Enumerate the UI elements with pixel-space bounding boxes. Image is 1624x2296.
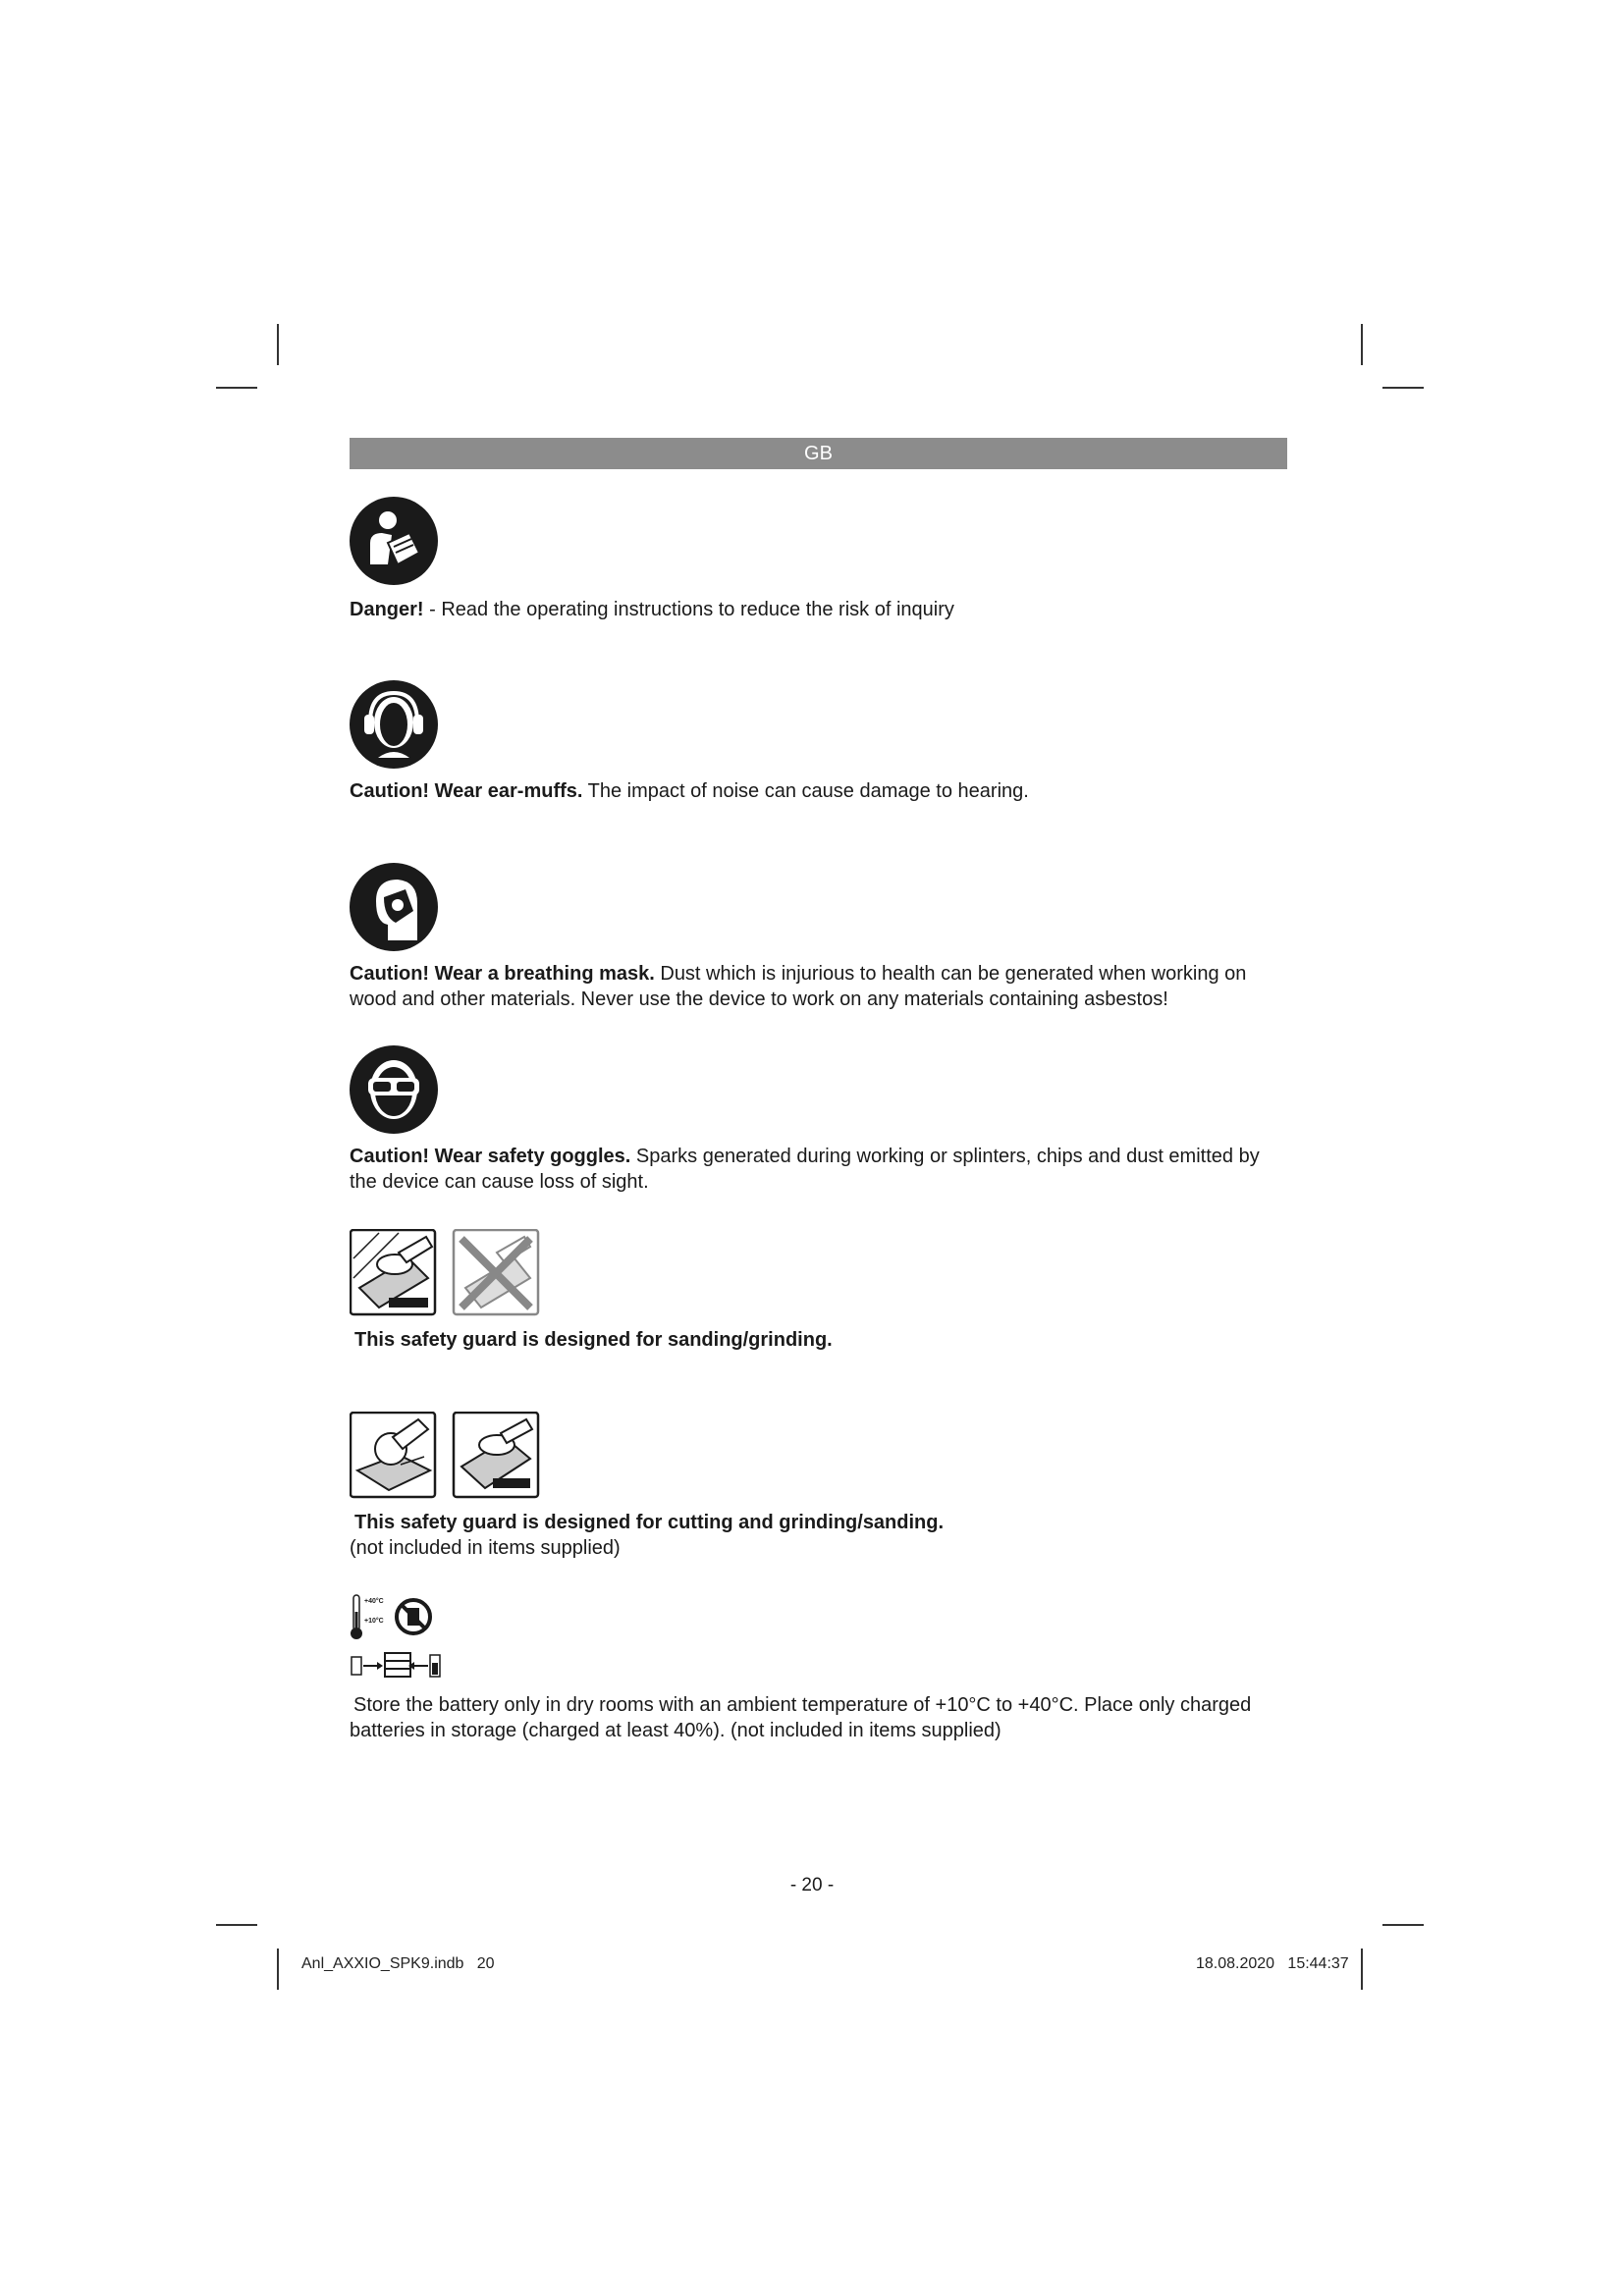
battery-storage-icon [350, 1594, 458, 1684]
crop-mark [1361, 1949, 1363, 1990]
crop-mark [1382, 387, 1424, 389]
temp-low-label: +10°C [364, 1618, 384, 1625]
section-grinding-guard: This safety guard is designed for sanding/grinding. [354, 1329, 833, 1351]
language-label: GB [804, 443, 833, 464]
read-manual-icon [349, 496, 439, 586]
no-wet-icon [395, 1598, 432, 1635]
footer-file-name: Anl_AXXIO_SPK9.indb 20 [301, 1955, 495, 1972]
crop-mark [216, 387, 257, 389]
language-header-bar [350, 438, 1287, 469]
section-safety-goggles: Caution! Wear safety goggles. Sparks generated during working or splinters, chips and dust emitted by the device can cause loss of sight. [350, 1146, 1260, 1193]
thermometer-icon [350, 1594, 363, 1641]
section-read-manual: Danger! - Read the operating instructions to reduce the risk of inquiry [350, 599, 954, 620]
battery-charge-icon [350, 1649, 444, 1681]
breathing-mask-icon [349, 862, 439, 952]
section-ear-muffs: Caution! Wear ear-muffs. The impact of noise can cause damage to hearing. [350, 780, 1029, 802]
safety-goggles-icon [349, 1044, 439, 1135]
temp-high-label: +40°C [364, 1598, 384, 1605]
crop-mark [1382, 1924, 1424, 1926]
ear-muffs-icon [349, 679, 439, 770]
section-battery-storage: Store the battery only in dry rooms with an ambient temperature of +10°C to +40°C. Place only charged batteries in storage (charged at least 40%). (not included in items supplied) [350, 1694, 1252, 1741]
crop-mark [1361, 324, 1363, 365]
cutting-guard-icon [350, 1412, 542, 1500]
grinding-guard-icon [350, 1229, 542, 1317]
crop-mark [216, 1924, 257, 1926]
section-breathing-mask: Caution! Wear a breathing mask. Dust which is injurious to health can be generated when working on wood and other materials. Never use the device to work on any materials containing asbestos! [350, 963, 1247, 1010]
footer-timestamp: 18.08.2020 15:44:37 [1196, 1955, 1349, 1972]
crop-mark [277, 324, 279, 365]
section-cutting-guard: This safety guard is designed for cutting and grinding/sanding. (not included in items supplied) [350, 1512, 945, 1559]
page-number: - 20 - [789, 1875, 835, 1896]
crop-mark [277, 1949, 279, 1990]
